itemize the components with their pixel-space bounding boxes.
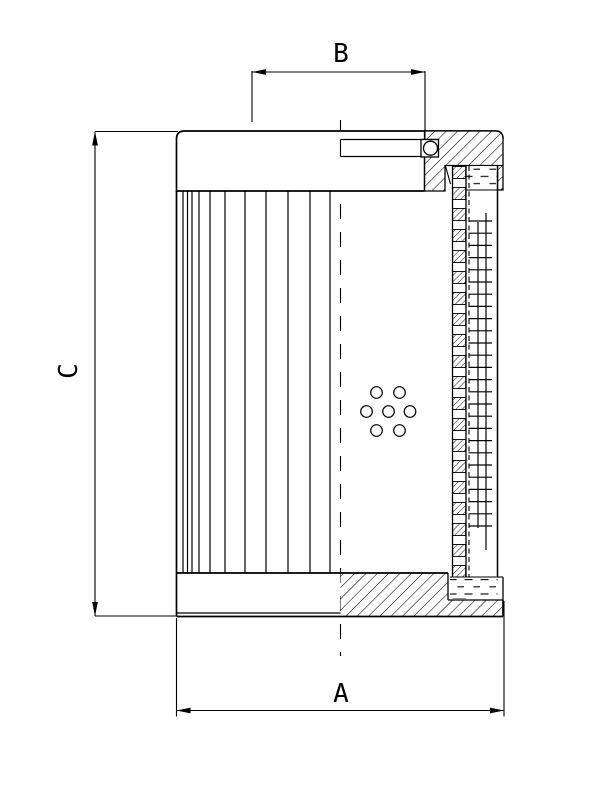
tube-perforation-block xyxy=(453,398,466,410)
dimension-b-label: B xyxy=(333,39,349,69)
dimension-c-label: C xyxy=(54,363,84,379)
dimension-arrowhead xyxy=(490,708,504,714)
tube-perforation-block xyxy=(453,524,466,536)
tube-perforation-block xyxy=(453,566,466,578)
tube-perforation-block xyxy=(453,293,466,305)
top-potting xyxy=(467,166,498,190)
tube-perforation-block xyxy=(453,209,466,221)
tube-perforation-block xyxy=(453,230,466,242)
dimension-arrowhead xyxy=(177,708,191,714)
tube-perforation-block xyxy=(453,188,466,200)
tube-perforation-block xyxy=(453,482,466,494)
bypass-hole xyxy=(361,406,373,418)
tube-perforation-block xyxy=(453,314,466,326)
top-end-cap xyxy=(177,131,504,191)
tube-perforation-block xyxy=(453,545,466,557)
support-mesh xyxy=(469,213,493,550)
bottom-seal-pocket xyxy=(450,577,503,600)
tube-perforation-block xyxy=(453,461,466,473)
dimension-arrowhead xyxy=(92,602,98,616)
tube-perforation-block xyxy=(453,335,466,347)
dimension-b xyxy=(252,39,425,140)
tube-perforation-block xyxy=(453,419,466,431)
dimension-c xyxy=(54,132,178,617)
tube-perforation-block xyxy=(453,167,466,179)
pleated-media xyxy=(177,191,331,573)
dimension-a-label: A xyxy=(333,679,349,709)
dimension-a xyxy=(177,601,505,717)
support-tube xyxy=(453,166,467,599)
tube-perforation-block xyxy=(453,377,466,389)
bypass-hole xyxy=(394,425,406,437)
dimension-arrowhead xyxy=(92,132,98,146)
dimension-arrowhead xyxy=(252,69,266,75)
bottom-potting xyxy=(450,577,498,599)
bypass-hole xyxy=(371,425,383,437)
tube-perforation-block xyxy=(453,503,466,515)
bypass-holes xyxy=(361,387,416,437)
tube-perforation-block xyxy=(453,356,466,368)
tube-perforation-block xyxy=(453,251,466,263)
tube-perforation-block xyxy=(453,440,466,452)
dimension-arrowhead xyxy=(411,69,425,75)
bypass-hole xyxy=(383,406,395,418)
bypass-hole xyxy=(371,387,383,399)
tube-perforation-block xyxy=(453,272,466,284)
bypass-hole xyxy=(404,406,416,418)
bypass-hole xyxy=(394,387,406,399)
